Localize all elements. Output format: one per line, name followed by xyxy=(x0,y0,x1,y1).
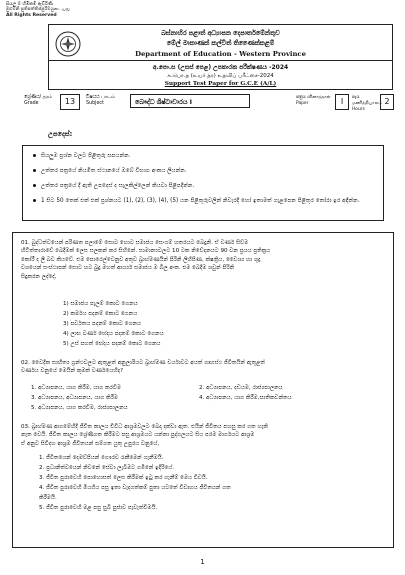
question-1-text: 01. බුද්ධත්වයෙන් පරිණත පලාමේ සොට හොට සමාජය සෙංගම් හතරයට බෙදුනි. ඒ වර්ණ සිව්ම හිටිත්තාරාවේ බෙදීමක් ලෙස සලකන් කර සිහිනේ. සාමාන්‍යවලට 10 ටක නිවේදනයට 90 වන ප්‍රයය ප්‍රතික්‍රය කෝරී ද ලී බව කියවේ. එම පොරෙල්වෙනුව අතුව බ්‍රාහ්මණයින් පිරිනි ලිහිපිණ, ක්ෂත්‍රිය, වෛශ්‍ය හා ශූද්‍ර වශයෙන් සංස්ථාපන් සොට හට බුදු මහත් ආර්ය්‍ය සමාජය ම බිල අංක. එම බෙදීම ශවුන් පිරිනි සිදුකරන ලද්දේ, xyxy=(21,240,271,280)
question-2-option[interactable]: 4. අධ්‍යාපනය, යාග කිරීම,ඝාතිකවන්තය xyxy=(199,395,292,401)
copyright-sinhala: සියලු ම හිමිකම් ඇවිරිණි xyxy=(6,2,53,7)
copyright-corner xyxy=(6,2,70,18)
question-1-option[interactable]: 3) පර්වතය පදනම් කොට ගෙනය xyxy=(63,321,142,327)
subject-label: විෂයය பாடம் Subject xyxy=(86,95,115,106)
bullet-icon xyxy=(33,154,36,157)
question-2-option[interactable]: 3. අධ්‍යාපනය, අධ්‍යාපනය, යාග කිරීම xyxy=(31,395,118,401)
question-3-option[interactable]: 1. ජීවිතයෙන් දෙමව්පියන් ගෞරව රැකීමෙන් ගැනීමයි. xyxy=(39,455,164,461)
questions-box xyxy=(12,232,394,548)
question-1-option[interactable]: 4) ලාභ වර්ණ භේදය පදනම් කොට ගෙනය xyxy=(63,331,164,337)
subject-value: බෞද්ධ ශිෂ්ටාචාරය I xyxy=(130,94,250,108)
exam-title-tamil: க.பொ.த (உயர் தர) உதவிப் பரீட்சை-2024 xyxy=(167,73,274,79)
paper-value: I xyxy=(335,94,349,110)
question-3-option[interactable]: 5. ජීවිත පුරාවෙහි මළ පසු සුබී පුජාව පැවැත්වීමයි. xyxy=(39,505,158,511)
question-1-option[interactable]: 1) සමාජය පැලම් කොට ගෙනය xyxy=(63,301,138,307)
question-3-option-continued: කිරීමයි. xyxy=(39,495,57,501)
hours-label: පැය மணித்தியாலம் Hours xyxy=(352,95,382,112)
question-3-option[interactable]: 4. ජීවිත පුරාවෙහි මියගිය පසු ඉතා වැදගත්කම් පුතා යටතේ විවාහය ජීවිතයන් ගත xyxy=(39,485,231,491)
instructions-title: උපදෙස්: xyxy=(48,130,73,138)
hours-value: 2 xyxy=(380,94,394,110)
department-name-tamil: මේල් මාකාණක් කල්විත් තිණෛක්කළම් xyxy=(166,39,275,47)
department-name-english: Department of Education - Western Province xyxy=(135,50,306,58)
instruction-item: 1 සිට 50 තෙක් එක් එක් ප්‍රශ්නයට (1), (2), (3), (4), (5) යන පිළිතුරුවලින් නිවැරදි හෝ ඉතාමත් ගැළපෙන පිළිතුර තෝරා ඉර අඳින්න. xyxy=(33,198,373,206)
instruction-item: උත්තර පත්‍රයේ දී ඇති උපදෙස් ද සැලකිල්ලෙන් කියවා පිළිපදින්න. xyxy=(33,183,373,191)
exam-title-sinhala: අ.පො.ස (උසස් පෙළ) උපකාරක පරීක්ෂණය -2024 xyxy=(152,64,289,71)
question-2-option[interactable]: 2. අධ්‍යාපනය, දඩයම, රාජ්‍යපාලනය xyxy=(199,385,283,391)
question-3-text: 03. බ්‍රාහ්මණ ආගමේහිදී ජීවිත කාලය චිවිධ ආශ්‍රමවලට බෙදා දක්වා ඇත. එයින් ජීවිතය පහසු කර ගත හැකි නැත වෙයි. ජීවිත කාලය ශ්‍රේණිගත කිරීමට පසු ආශ්‍රමයට යන්නා පුද්ගලයට සිය පරම මාර්ගයට ආශ්‍රම ඒ අනුව සිවිදහ ආශ්‍රම ජීවිතයන් සම්ගත යුතු උපුරය වනුයේ, xyxy=(21,424,268,447)
exam-header xyxy=(48,24,393,90)
page-number: 1 xyxy=(200,558,205,566)
instruction-item: සියලුම ප්‍රශ්න වලට පිළිතුරු සපයන්න. xyxy=(33,153,373,161)
question-3-option[interactable]: 2. ප්‍රධානිත්වයෙන් නිවනේ සේවා ලැබීමට ගමිනේ ඉදිරියේ. xyxy=(39,465,175,471)
instructions-box xyxy=(22,145,384,221)
bullet-icon xyxy=(33,169,36,172)
copyright-english: All Rights Reserved xyxy=(6,12,57,18)
copyright-tamil: මුළුමනි පුතිපත්තිප්පුරිමයුடையது xyxy=(6,7,70,13)
header-divider xyxy=(49,60,392,61)
exam-title-english: Support Test Paper for G.C.E (A/L) xyxy=(164,81,277,87)
question-2-text: 02. වෛදික සාහිත්‍ය ග්‍රන්ථවලට ඇතුළත් අනුලාරියට බ්‍රාහ්මණ චර්යාවට අයත් ගෘහස්ථ ජීවිතයින් ඇතුළත් වර්ණය වනුයේ මෙයින් කුමක් වර්ණයෙහිද? xyxy=(21,360,265,375)
paper-label: පත්‍රය வினாத்தாள் Paper xyxy=(296,95,331,106)
instruction-item: උත්තර පත්‍රයේ නියමිත ස්ථානයේ ඔබේ විභාග අංකය ලියන්න. xyxy=(33,168,373,176)
question-2-option[interactable]: 5. අධ්‍යාපනය, යාග කරවීම, රාජ්‍යපාලනය xyxy=(31,405,128,411)
grade-label: ශ්‍රේණිය/ தரம் Grade xyxy=(24,95,53,106)
bullet-icon xyxy=(33,199,36,202)
question-3-option[interactable]: 3. ජීවිත පුරාවෙහි පොහොසත් ලෙස කිරීමක් ඉටු කර ගැනීම් මෙය විවයි. xyxy=(39,475,208,481)
question-1-option[interactable]: 2) කර්මය පදනම් කොට ගෙනය xyxy=(63,311,138,317)
question-1-option[interactable]: 5) උස් පහත් භේදය පදනම් කොට ගෙනය xyxy=(63,341,161,347)
grade-value: 13 xyxy=(60,94,80,110)
department-name-sinhala: බස්නාහිර පළාත් අධ්‍යාපන දෙපාර්තමේන්තුව xyxy=(161,29,280,37)
bullet-icon xyxy=(33,184,36,187)
question-2-option[interactable]: 1. අධ්‍යාපනය, යාග කිරීම, යාග කරවීම xyxy=(31,385,121,391)
